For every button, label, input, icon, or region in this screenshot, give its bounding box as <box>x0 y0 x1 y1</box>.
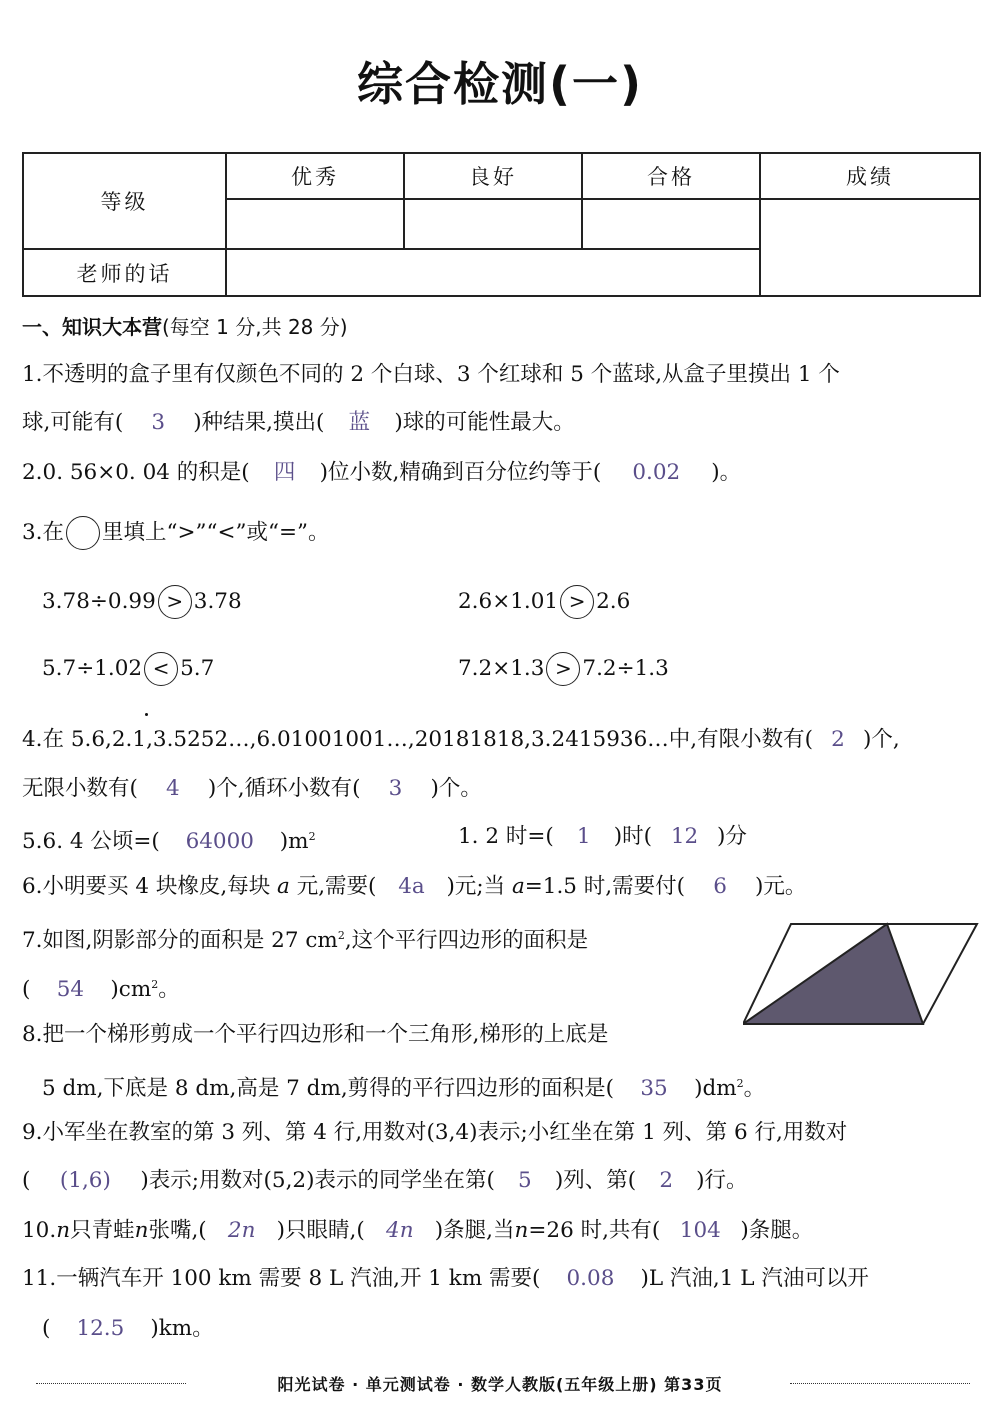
question-11-line-2: ( 12.5 )km。 <box>42 1314 214 1344</box>
answer: 1 <box>576 824 591 849</box>
compare-answer: > <box>546 652 580 686</box>
question-8-line-2: 5 dm,下底是 8 dm,高是 7 dm,剪得的平行四边形的面积是( 35 )$dm^2$。 <box>42 1069 765 1104</box>
question-1-line-1: 1.不透明的盒子里有仅颜色不同的 2 个白球、3 个红球和 5 个蓝球,从盒子里摸出 1 个 <box>22 362 840 387</box>
compare-item-4: 7.2×1.3 > 7.2÷1.3 <box>458 652 669 686</box>
teacher-comment-label: 老师的话 <box>23 249 226 296</box>
answer: (1,6) <box>59 1168 111 1193</box>
answer: 3 <box>151 410 166 435</box>
compare-item-3: 5.7÷1.02 < 5.7 <box>42 652 214 686</box>
answer: 4a <box>398 874 425 899</box>
compare-answer: < <box>144 652 178 686</box>
question-2: 2.0. 56×0. 04 的积是( 四 )位小数,精确到百分位约等于( 0.02 )。 <box>22 458 741 488</box>
answer: 4n <box>386 1218 414 1243</box>
answer: 104 <box>679 1218 721 1243</box>
section-heading: 一、知识大本营(每空 1 分,共 28 分) <box>22 315 348 339</box>
answer: 64000 <box>185 829 254 855</box>
compare-answer: > <box>158 585 192 619</box>
score-cell[interactable] <box>760 199 980 296</box>
answer: 12.5 <box>76 1316 125 1341</box>
excellent-cell[interactable] <box>226 199 404 249</box>
question-10: 10.n只青蛙n张嘴,( 2n )只眼睛,( 4n )条腿,当n=26 时,共有( 104 )条腿。 <box>22 1216 813 1246</box>
grade-label: 等级 <box>23 153 226 249</box>
question-6: 6.小明要买 4 块橡皮,每块 a 元,需要( 4a )元;当 a=1.5 时,需要付( 6 )元。 <box>22 872 806 902</box>
answer: 35 <box>640 1076 668 1102</box>
question-9-line-2: ( (1,6) )表示;用数对(5,2)表示的同学坐在第( 5 )列、第( 2 )行。 <box>22 1166 748 1196</box>
answer: 5 <box>518 1168 532 1193</box>
answer: 54 <box>56 977 85 1003</box>
compare-answer: > <box>560 585 594 619</box>
answer: 12 <box>670 824 699 849</box>
question-1-line-2: 球,可能有( 3 )种结果,摸出( 蓝 )球的可能性最大。 <box>22 408 575 438</box>
repeating-decimal-dot <box>145 713 148 716</box>
good-cell[interactable] <box>404 199 582 249</box>
grade-excellent: 优秀 <box>226 153 404 199</box>
answer: 0.02 <box>632 460 681 485</box>
question-4-line-1: 4.在 5.6,2.1,3.5252…,6.01001001…,20181818,3.2415936…中,有限小数有( 2 )个, <box>22 725 900 755</box>
shaded-triangle <box>743 924 923 1024</box>
teacher-comment-cell[interactable] <box>226 249 760 296</box>
answer: 蓝 <box>348 410 371 435</box>
question-7-line-2: ( 54 )$cm^2$。 <box>22 970 180 1005</box>
answer: 0.08 <box>566 1266 615 1291</box>
question-8-line-1: 8.把一个梯形剪成一个平行四边形和一个三角形,梯形的上底是 <box>22 1022 609 1047</box>
question-7-line-1: 7.如图,阴影部分的面积是 27 $cm^2$,这个平行四边形的面积是 <box>22 928 589 954</box>
score-label: 成绩 <box>760 153 980 199</box>
answer: 四 <box>273 460 296 485</box>
question-9-line-1: 9.小军坐在教室的第 3 列、第 4 行,用数对(3,4)表示;小红坐在第 1 列、第 6 行,用数对 <box>22 1120 848 1145</box>
answer: 2n <box>227 1218 256 1243</box>
parallelogram-figure <box>743 922 979 1028</box>
question-11-line-1: 11.一辆汽车开 100 km 需要 8 L 汽油,开 1 km 需要( 0.08 )L 汽油,1 L 汽油可以开 <box>22 1264 869 1294</box>
answer: 3 <box>388 776 403 801</box>
answer: 6 <box>713 874 727 899</box>
grade-good: 良好 <box>404 153 582 199</box>
circle-icon <box>66 516 100 550</box>
compare-item-2: 2.6×1.01 > 2.6 <box>458 585 630 619</box>
grade-table <box>22 152 981 297</box>
pass-cell[interactable] <box>582 199 760 249</box>
answer: 2 <box>831 727 845 752</box>
answer: 2 <box>659 1168 674 1193</box>
question-5b: 1. 2 时=( 1 )时( 12 )分 <box>458 822 747 852</box>
answer: 4 <box>166 776 180 801</box>
page-title: 综合检测(一) <box>356 57 644 111</box>
footer: 阳光试卷 · 单元测试卷 · 数学人教版(五年级上册) 第33页 <box>277 1375 723 1394</box>
compare-item-1: 3.78÷0.99 > 3.78 <box>42 585 242 619</box>
question-4-line-2: 无限小数有( 4 )个,循环小数有( 3 )个。 <box>22 774 482 804</box>
grade-pass: 合格 <box>582 153 760 199</box>
question-5a: 5.6. 4 公顷=( 64000 )$m^2$ <box>22 822 316 857</box>
question-3: 3.在 里填上“>”“<”或“=”。 <box>22 516 330 550</box>
